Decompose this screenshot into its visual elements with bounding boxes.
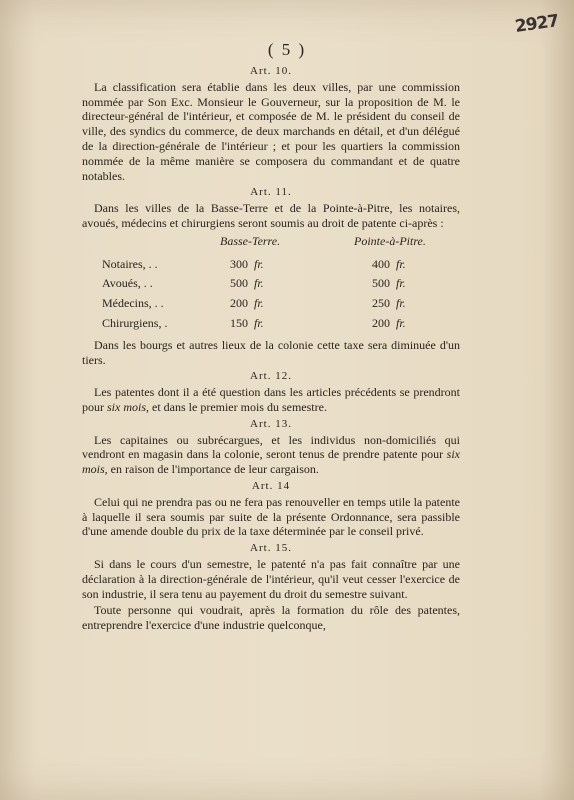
table-row (102, 294, 432, 314)
archive-stamp: 2927 (513, 11, 560, 37)
article-paragraph: Si dans le cours d'un semestre, le patenté n'a pas fait connaître par une déclaration à la direction-générale de l'intérieur, qu'il veut cesser l'exercice de son industrie, il sera tenu au payement du droit du semestre suivant. (82, 556, 460, 601)
article-heading: Art. 10. (250, 65, 292, 77)
fee-value: 250 (372, 296, 390, 311)
article-paragraph (82, 433, 460, 477)
article-heading: Art. 11. (250, 186, 292, 199)
fee-value: 300 (230, 256, 248, 271)
text-run: Les patentes dont il a été question dans les articles précédents se prendront pour (82, 385, 460, 414)
fee-unit: fr. (396, 276, 406, 291)
fee-value: 200 (230, 296, 248, 311)
article-heading: Art. 12. (250, 370, 292, 383)
text-run: Les capitaines ou subrécargues, et les individus non-domiciliés qui vendront en magasin dans la colonie, seront tenus de prendre patente pour (82, 432, 460, 462)
fee-unit: fr. (254, 296, 264, 311)
article-heading: Art. 14 (251, 479, 291, 492)
fee-unit: fr. (396, 296, 406, 311)
fee-unit: fr. (254, 276, 264, 291)
fee-unit: fr. (396, 315, 406, 330)
profession-label: Avoués, . . (102, 276, 153, 291)
page-body (82, 62, 460, 635)
column-header: Pointe-à-Pitre. (354, 233, 426, 248)
profession-label: Notaires, . . (102, 256, 158, 271)
article-paragraph: Toute personne qui voudrait, après la formation du rôle des patentes, entreprendre l'exercice d'une industrie quelconque, (82, 603, 460, 633)
column-header: Basse-Terre. (220, 233, 281, 248)
article-paragraph: La classification sera établie dans les deux villes, par une commission nommée par Son Exc. Monsieur le Gouverneur, sur la proposition de M. le directeur-général de l'intérieur, et composée de M. le président du conseil de ville, des syndics du commerce, de deux marchands en détail, et d'un délégué de la direction-générale de l'intérieur ; et pour les quartiers la commission nommée de la même manière se composera du commandant et de quatre notables. (82, 79, 460, 183)
text-run: , et dans le premier mois du semestre. (146, 399, 327, 414)
fee-table-header (102, 234, 432, 255)
italic-run: six mois (82, 447, 460, 477)
article-paragraph: Dans les bourgs et autres lieux de la colonie cette taxe sera diminuée d'un tiers. (82, 337, 460, 367)
table-row (102, 314, 432, 334)
italic-run: six mois (107, 399, 146, 414)
fee-unit: fr. (254, 256, 264, 271)
fee-value: 200 (372, 315, 390, 330)
profession-label: Médecins, . . (102, 296, 164, 311)
fee-value: 500 (372, 276, 390, 291)
fee-value: 400 (372, 256, 390, 271)
article-paragraph: Celui qui ne prendra pas ou ne fera pas renouveller en temps utile la patente à laquelle il sera soumis par suite de la présente Ordonnance, sera passible d'une amende double du prix de la taxe déterminée par le conseil privé. (82, 494, 460, 539)
article-paragraph (82, 385, 460, 415)
fee-unit: fr. (396, 256, 406, 271)
text-run: , en raison de l'importance de leur cargaison. (104, 462, 319, 477)
fee-table (102, 234, 432, 334)
table-row (102, 255, 432, 275)
table-row (102, 274, 432, 294)
page-number: ( 5 ) (267, 40, 307, 59)
fee-unit: fr. (254, 315, 264, 330)
article-paragraph: Dans les villes de la Basse-Terre et de la Pointe-à-Pitre, les notaires, avoués, médecins et chirurgiens seront soumis au droit de patente ci-après : (82, 201, 460, 230)
article-heading: Art. 15. (250, 542, 292, 555)
fee-value: 500 (230, 276, 248, 291)
article-heading: Art. 13. (250, 417, 292, 430)
fee-value: 150 (230, 315, 248, 330)
profession-label: Chirurgiens, . (102, 315, 168, 330)
